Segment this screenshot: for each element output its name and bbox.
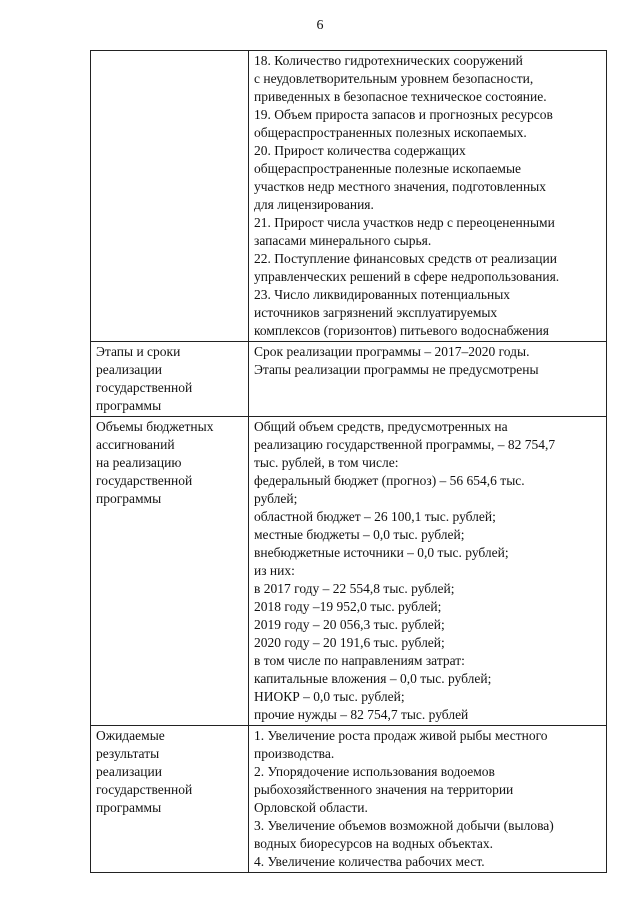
text-line: рыбохозяйственного значения на территории [254,782,514,797]
table-row-results [91,726,607,873]
text-line: 1. Увеличение роста продаж живой рыбы местного [254,728,548,743]
label-line: результаты [96,746,160,761]
page-number: 6 [316,18,324,33]
label-line: государственной [96,473,193,488]
text-line: для лицензирования. [254,197,374,212]
text-line: управленческих решений в сфере недропользования. [254,269,560,284]
text-line: участков недр местного значения, подготовленных [254,179,546,194]
label-line: государственной [96,782,193,797]
text-line: 20. Прирост количества содержащих [254,143,466,158]
text-line: 4. Увеличение количества рабочих мест. [254,854,485,869]
text-line: Срок реализации программы – 2017–2020 годы. [254,344,530,359]
row-content-indicators [249,51,607,342]
label-line: государственной [96,380,193,395]
label-line: реализации [96,362,162,377]
text-line: общераспространенных полезных ископаемых. [254,125,527,140]
text-line: 22. Поступление финансовых средств от реализации [254,251,557,266]
text-line: рублей; [254,491,298,506]
text-line: 3. Увеличение объемов возможной добычи (вылова) [254,818,554,833]
row-content-results [249,726,607,873]
text-line: прочие нужды – 82 754,7 тыс. рублей [254,707,469,722]
text-line: тыс. рублей, в том числе: [254,455,399,470]
text-line: 2. Упорядочение использования водоемов [254,764,495,779]
text-line: реализацию государственной программы, – 82 754,7 [254,437,556,452]
text-line: Этапы реализации программы не предусмотрены [254,362,539,377]
label-line: ассигнований [96,437,175,452]
label-line: на реализацию [96,455,182,470]
row-content-stages [249,342,607,417]
text-line: приведенных в безопасное техническое состояние. [254,89,547,104]
text-line: внебюджетные источники – 0,0 тыс. рублей; [254,545,509,560]
text-line: 23. Число ликвидированных потенциальных [254,287,511,302]
text-line: из них: [254,563,295,578]
text-line: Орловской области. [254,800,368,815]
text-line: с неудовлетворительным уровнем безопасности, [254,71,534,86]
text-line: Общий объем средств, предусмотренных на [254,419,508,434]
row-content-budget [249,417,607,726]
row-label-budget [91,417,249,726]
label-line: программы [96,800,162,815]
label-line: реализации [96,764,162,779]
table-row-indicators [91,51,607,342]
label-line: программы [96,398,162,413]
text-line: водных биоресурсов на водных объектах. [254,836,493,851]
row-label-stages [91,342,249,417]
program-passport-table [90,50,607,873]
label-line: Этапы и сроки [96,344,181,359]
row-label-results [91,726,249,873]
text-line: в 2017 году – 22 554,8 тыс. рублей; [254,581,455,596]
text-line: запасами минерального сырья. [254,233,432,248]
text-line: областной бюджет – 26 100,1 тыс. рублей; [254,509,496,524]
text-line: 2018 году –19 952,0 тыс. рублей; [254,599,442,614]
table-row-budget [91,417,607,726]
text-line: НИОКР – 0,0 тыс. рублей; [254,689,405,704]
text-line: в том числе по направлениям затрат: [254,653,465,668]
text-line: местные бюджеты – 0,0 тыс. рублей; [254,527,465,542]
text-line: капитальные вложения – 0,0 тыс. рублей; [254,671,492,686]
label-line: Ожидаемые [96,728,165,743]
text-line: производства. [254,746,335,761]
row-label-indicators [91,51,249,342]
label-line: Объемы бюджетных [96,419,214,434]
text-line: 19. Объем прироста запасов и прогнозных ресурсов [254,107,553,122]
text-line: комплексов (горизонтов) питьевого водоснабжения [254,323,549,338]
text-line: 21. Прирост числа участков недр с переоцененными [254,215,555,230]
text-line: 2019 году – 20 056,3 тыс. рублей; [254,617,445,632]
label-line: программы [96,491,162,506]
text-line: общераспространенные полезные ископаемые [254,161,522,176]
table-row-stages [91,342,607,417]
text-line: источников загрязнений эксплуатируемых [254,305,498,320]
text-line: 2020 году – 20 191,6 тыс. рублей; [254,635,445,650]
text-line: 18. Количество гидротехнических сооружений [254,53,523,68]
text-line: федеральный бюджет (прогноз) – 56 654,6 тыс. [254,473,525,488]
